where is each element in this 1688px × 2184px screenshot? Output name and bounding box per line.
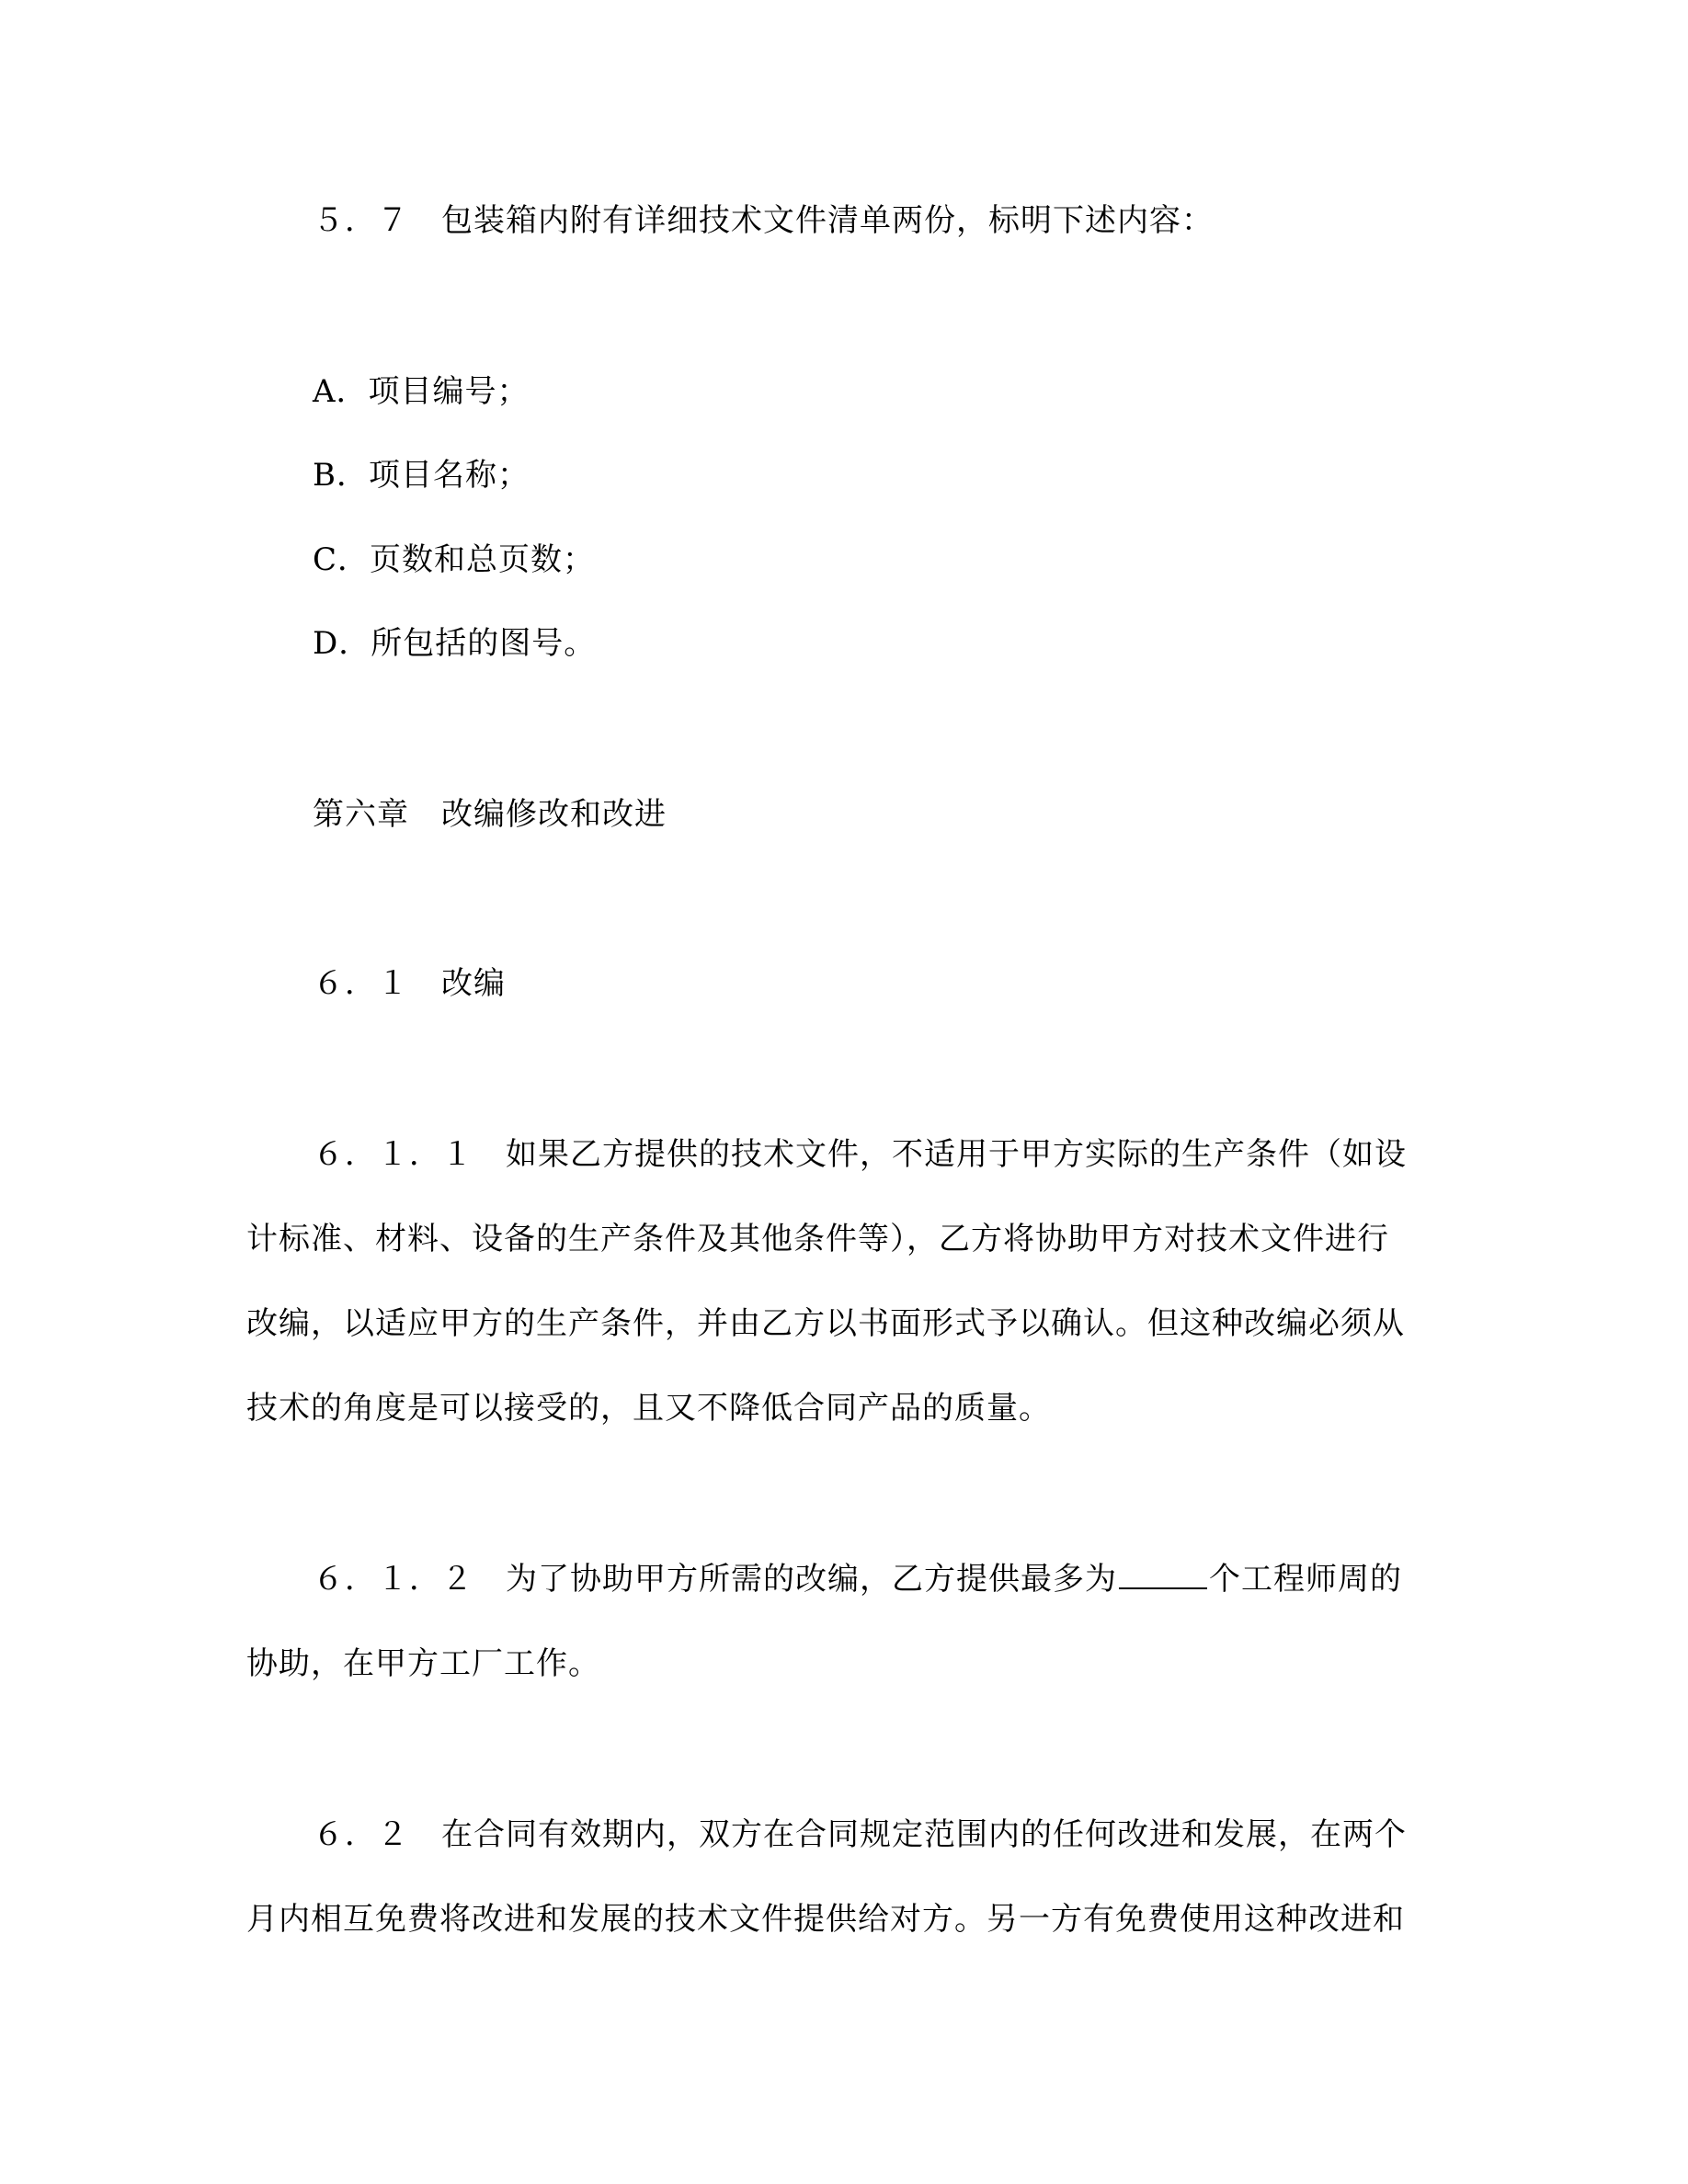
list-item-c: C．页数和总页数； xyxy=(313,541,596,578)
clause-6-1-2-line-1 xyxy=(313,1557,1508,1601)
clause-6-1-2-text-before-blank: ６．１．２ 为了协助甲方所需的改编，乙方提供最多为 xyxy=(313,1561,1117,1598)
clause-6-1-1-line-3: 改编，以适应甲方的生产条件，并由乙方以书面形式予以确认。但这种改编必须从 xyxy=(246,1305,1405,1342)
clause-6-1-1-line-4: 技术的角度是可以接受的，且又不降低合同产品的质量。 xyxy=(246,1390,1051,1427)
clause-6-1-heading: ６．１ 改编 xyxy=(313,965,506,1002)
clause-6-2-line-2: 月内相互免费将改进和发展的技术文件提供给对方。另一方有免费使用这种改进和 xyxy=(246,1901,1405,1938)
fill-in-blank[interactable] xyxy=(1119,1584,1207,1589)
clause-6-1-1-line-2: 计标准、材料、设备的生产条件及其他条件等），乙方将协助甲方对技术文件进行 xyxy=(246,1221,1389,1257)
list-item-b: B．项目名称； xyxy=(313,457,530,494)
clause-6-1-2-text-after-blank: 个工程师周的 xyxy=(1209,1561,1402,1598)
clause-5-7: ５．７ 包装箱内附有详细技术文件清单两份，标明下述内容： xyxy=(313,202,1214,239)
chapter-6-heading: 第六章 改编修改和改进 xyxy=(313,796,667,833)
clause-6-1-2-line-2: 协助，在甲方工厂工作。 xyxy=(246,1645,600,1682)
list-item-a: A．项目编号； xyxy=(313,373,530,410)
clause-6-2-line-1: ６．２ 在合同有效期内，双方在合同规定范围内的任何改进和发展，在两个 xyxy=(313,1816,1407,1853)
list-item-d: D．所包括的图号。 xyxy=(313,625,597,662)
clause-6-1-1-line-1: ６．１．１ 如果乙方提供的技术文件，不适用于甲方实际的生产条件（如设 xyxy=(313,1136,1407,1173)
